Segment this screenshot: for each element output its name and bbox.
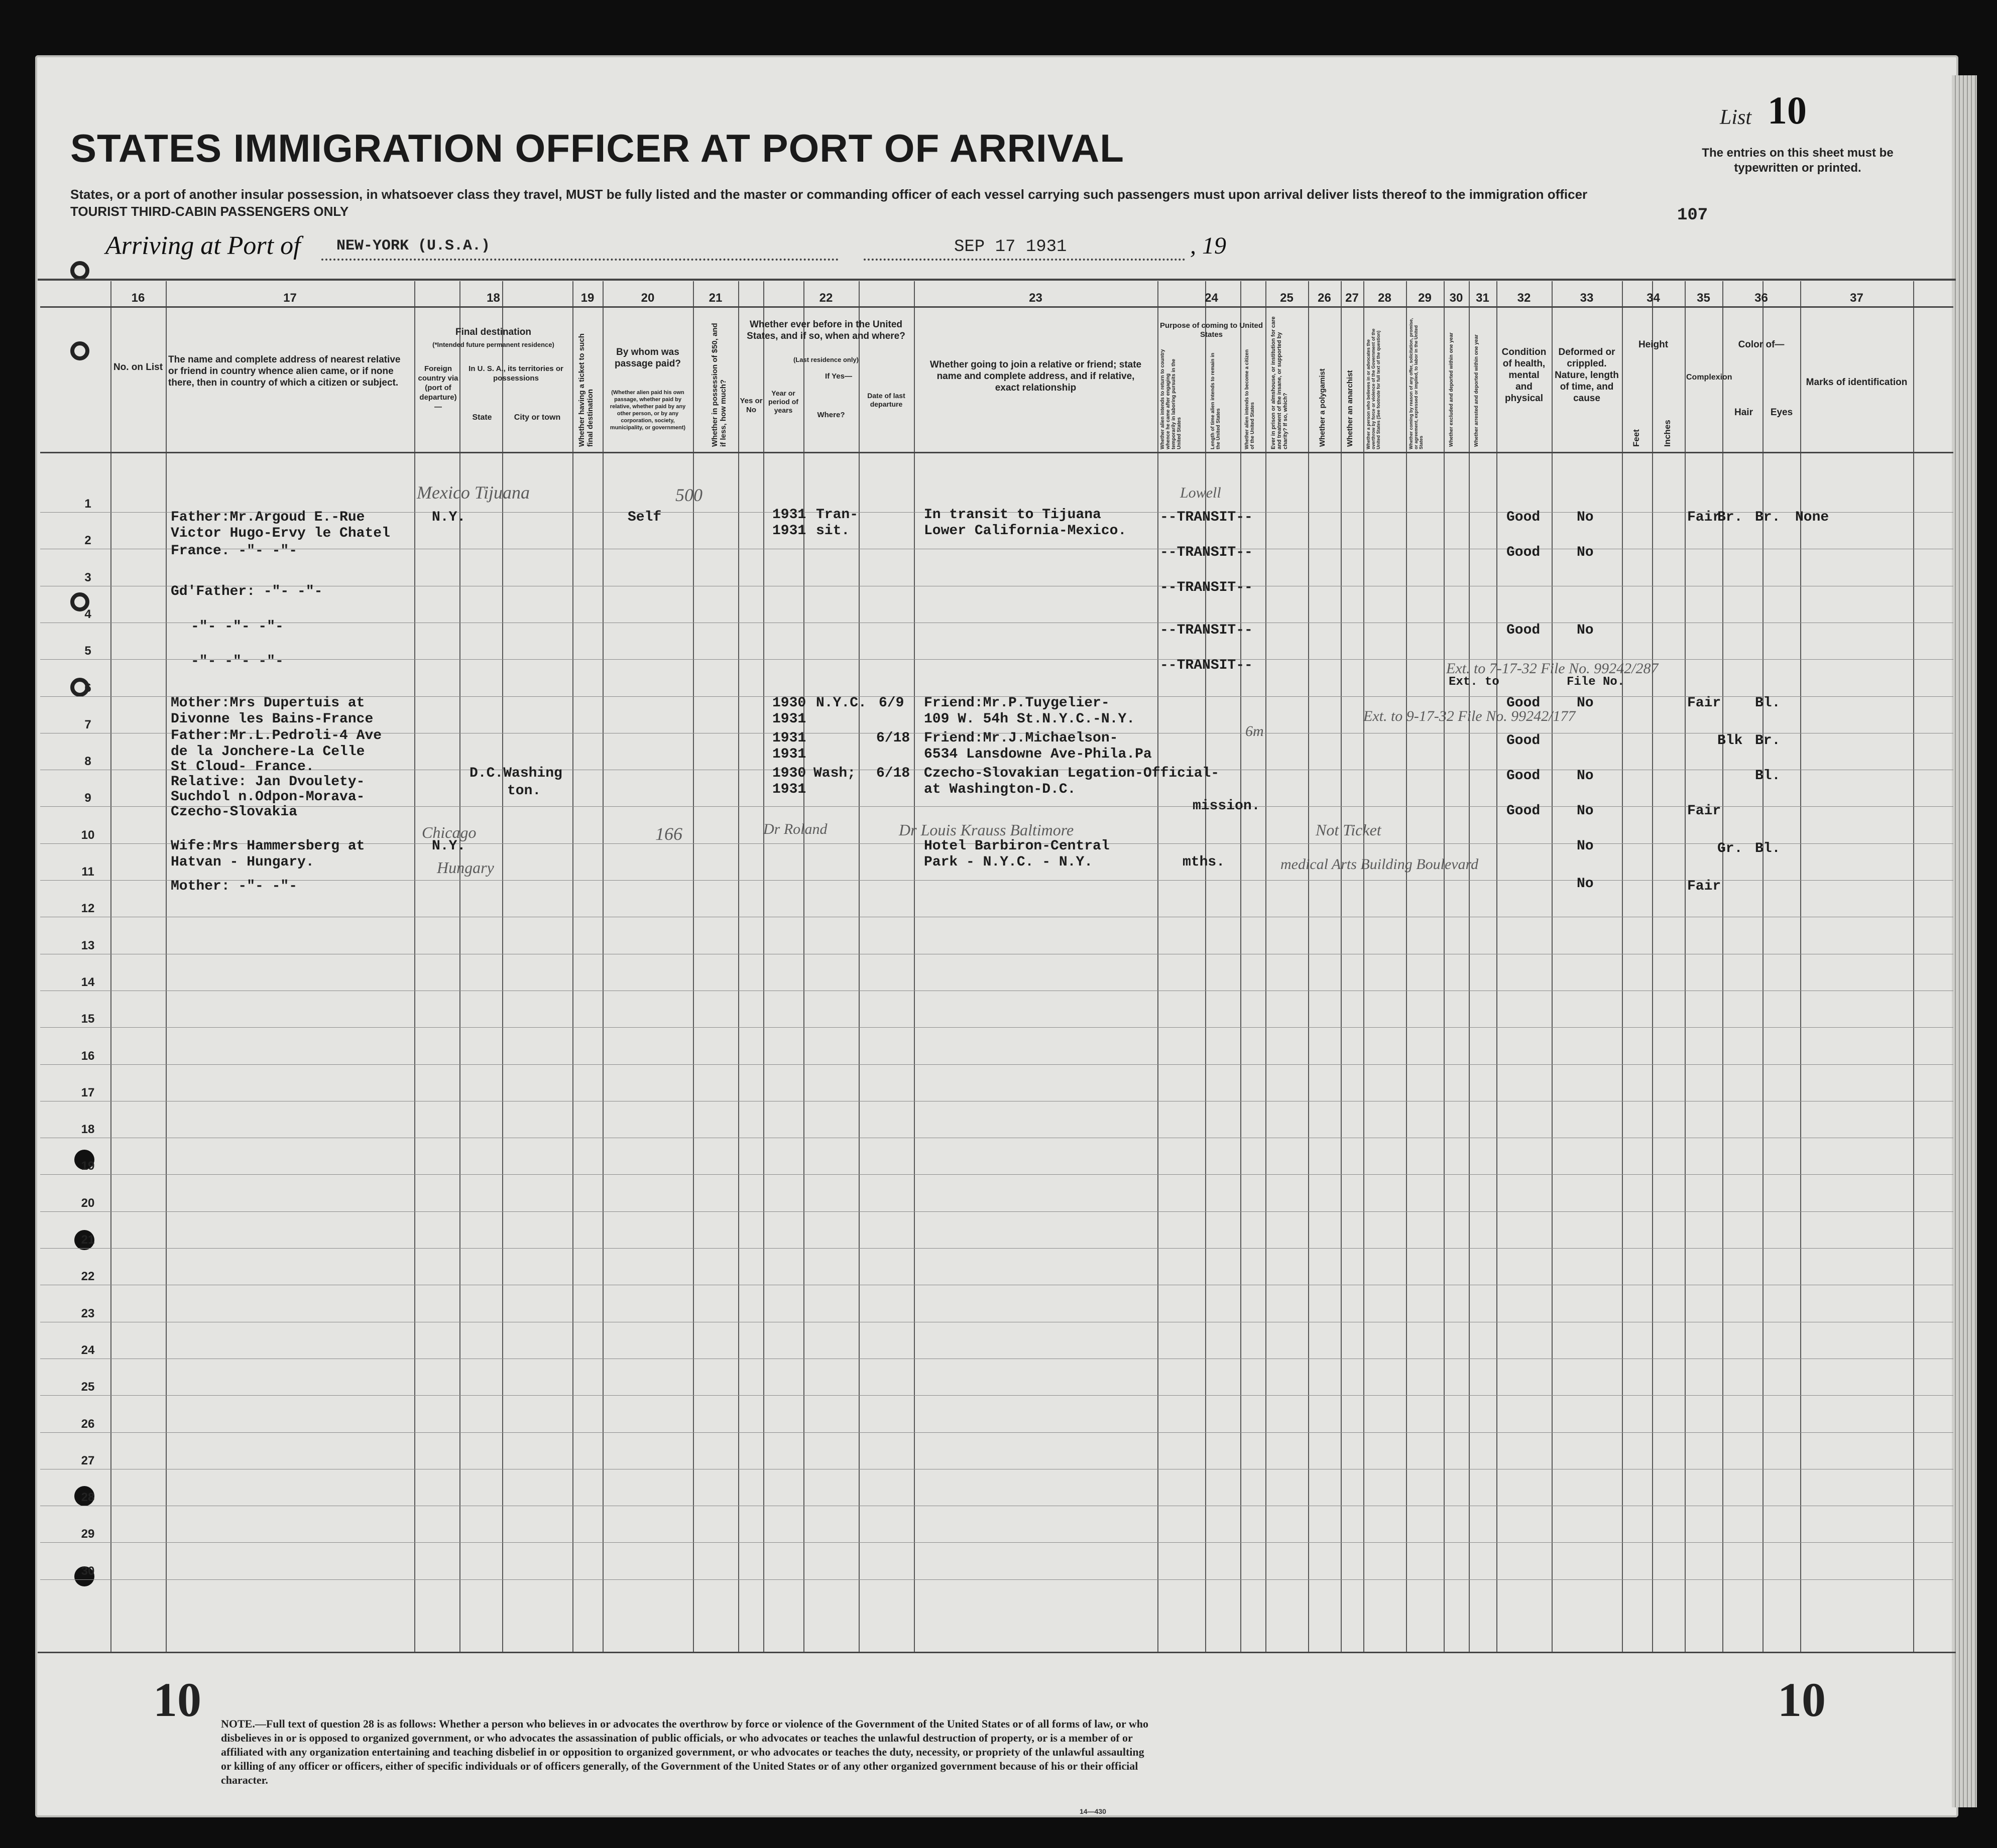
- year-entry: 1930: [772, 766, 806, 781]
- header-final-destination: Final destination: [455, 327, 531, 337]
- subtitle-line: TOURIST THIRD-CABIN PASSENGERS ONLY: [70, 204, 349, 219]
- column-number: 24: [1205, 291, 1218, 305]
- relative-entry: -"- -"- -"-: [191, 654, 284, 669]
- header-deformed: Deformed or crippled. Nature, length of time, and cause: [1555, 347, 1619, 404]
- relative-entry: Father:Mr.Argoud E.-Rue: [171, 510, 365, 525]
- handwritten-note: Mexico Tijuana: [417, 482, 530, 503]
- column-rule: [1240, 281, 1241, 1652]
- where-entry: Tran-: [816, 507, 859, 523]
- header-fd-note: (*Intended future permanent residence): [432, 341, 554, 348]
- header-arrested: Whether arrested and deported within one year: [1474, 334, 1479, 447]
- year-entry: 1930: [772, 695, 806, 711]
- header-ever-before: Whether ever before in the United States, and if so, when and where?: [747, 319, 905, 341]
- column-rule: [1763, 281, 1764, 1652]
- column-rule: [1622, 281, 1623, 1652]
- page-number-right: 10: [1778, 1673, 1826, 1727]
- row-rule: [40, 806, 1953, 807]
- handwritten-note: Chicago: [422, 823, 477, 841]
- year-entry: 1931: [772, 747, 806, 762]
- form-number: 14—430: [1080, 1807, 1106, 1815]
- handwritten-extension: Ext. to 9-17-32 File No. 99242/177: [1363, 708, 1576, 724]
- year-label: , 19: [1190, 232, 1226, 259]
- header-foreign-country: Foreign country via (port of departure)—: [418, 364, 458, 411]
- column-number: 20: [641, 291, 655, 305]
- column-rule: [803, 281, 804, 1652]
- row-number: 20: [81, 1196, 95, 1210]
- column-number: 32: [1517, 291, 1531, 305]
- header-citizen-intent: Whether alien intends to become a citizen of the United States: [1244, 349, 1255, 449]
- foreign-port: N.Y.: [432, 510, 466, 525]
- column-rule: [1363, 281, 1364, 1652]
- column-number: 21: [709, 291, 723, 305]
- health-entry: Good: [1506, 545, 1541, 560]
- deformed-entry: No: [1577, 768, 1594, 784]
- deformed-entry: No: [1577, 545, 1594, 560]
- header-excluded: Whether excluded and deported within one year: [1449, 332, 1454, 447]
- health-entry: Good: [1506, 768, 1541, 784]
- health-entry: Good: [1506, 803, 1541, 819]
- row-number: 11: [81, 865, 94, 879]
- relative-entry: Hatvan - Hungary.: [171, 854, 314, 870]
- header-fifty-dollars: Whether in possession of $50, and if less, how much?: [711, 323, 728, 447]
- column-number: 31: [1476, 291, 1489, 305]
- deformed-entry: No: [1577, 510, 1594, 525]
- handwritten-note: Dr Roland: [763, 821, 828, 837]
- header-q28: Whether a person who believes in or advocates the overthrow by force or violence of the Government of the United States (See footnote for full text of the question): [1366, 328, 1381, 449]
- extension-label: Ext. to: [1449, 675, 1499, 689]
- row-rule: [40, 1432, 1953, 1433]
- handwritten-note: 6m: [1245, 723, 1264, 740]
- row-number: 16: [81, 1049, 95, 1063]
- row-number: 27: [81, 1454, 95, 1467]
- header-hair: Hair: [1734, 407, 1753, 418]
- column-number: 22: [819, 291, 833, 305]
- relative-entry: -"- -"- -"-: [191, 619, 284, 635]
- relative-entry: Victor Hugo-Ervy le Chatel: [171, 526, 390, 541]
- header-labor-offer: Whether coming by reason of any offer, solicitation, promise, or agreement, expressed or implied, to labor in the United States: [1408, 318, 1424, 449]
- state-entry: ton.: [507, 783, 541, 799]
- relative-entry: Wife:Mrs Hammersberg at: [171, 838, 365, 854]
- relative-entry: de la Jonchere-La Celle: [171, 744, 365, 760]
- row-number: 29: [81, 1527, 95, 1541]
- column-rule: [572, 281, 573, 1652]
- port-field: NEW-YORK (U.S.A.): [336, 237, 491, 255]
- row-rule: [40, 1579, 1953, 1580]
- relative-entry: St Cloud- France.: [171, 759, 314, 775]
- hair-entry: Blk: [1717, 733, 1743, 749]
- column-rule: [1469, 281, 1470, 1652]
- column-rule: [603, 281, 604, 1652]
- row-number: 13: [81, 939, 95, 952]
- relative-entry: Relative: Jan Dvoulety-: [171, 774, 365, 790]
- row-number: 14: [81, 975, 95, 989]
- deformed-entry: No: [1577, 803, 1594, 819]
- year-entry: 1931: [772, 523, 806, 539]
- year-entry: 1931: [772, 711, 806, 727]
- row-number: 23: [81, 1307, 95, 1320]
- row-number: 5: [84, 644, 91, 658]
- join-entry: Hotel Barbiron-Central: [924, 838, 1110, 854]
- header-passage-note: (Whether alien paid his own passage, whether paid by relative, whether paid by any other person, or by any corporation, society, municipality, or government): [610, 390, 686, 431]
- year-entry: 1931: [772, 730, 806, 746]
- date-field: SEP 17 1931: [954, 237, 1067, 257]
- departure-date: 6/9: [879, 695, 904, 711]
- page-number-left: 10: [153, 1673, 201, 1727]
- row-number: 6: [84, 681, 91, 695]
- column-number: 28: [1378, 291, 1391, 305]
- header-inches: Inches: [1663, 420, 1672, 447]
- file-label: File No.: [1567, 675, 1625, 689]
- column-rule: [1265, 281, 1266, 1652]
- transit-entry: --TRANSIT--: [1160, 545, 1253, 560]
- row-number: 12: [81, 902, 95, 915]
- header-anarchist: Whether an anarchist: [1346, 370, 1354, 447]
- year-entry: 1931: [772, 782, 806, 797]
- header-if-yes: If Yes—: [825, 372, 852, 381]
- header-border: [38, 279, 1956, 281]
- deformed-entry: No: [1577, 623, 1594, 638]
- departure-date: 6/18: [876, 766, 910, 781]
- hair-entry: Gr.: [1717, 841, 1743, 856]
- column-rule: [1913, 281, 1914, 1652]
- column-number: 17: [283, 291, 297, 305]
- list-label: List: [1720, 106, 1752, 129]
- header-last-residence: (Last residence only): [793, 356, 859, 363]
- join-entry: 109 W. 54h St.N.Y.C.-N.Y.: [924, 711, 1135, 727]
- eyes-entry: Bl.: [1755, 695, 1781, 711]
- row-number: 2: [84, 534, 91, 547]
- relative-entry: Divonne les Bains-France: [171, 711, 374, 727]
- where-entry: sit.: [816, 523, 850, 539]
- transit-entry: --TRANSIT--: [1160, 580, 1253, 595]
- column-number: 19: [580, 291, 595, 305]
- column-rule: [1722, 281, 1723, 1652]
- relative-entry: Father:Mr.L.Pedroli-4 Ave: [171, 728, 382, 744]
- relative-entry: Mother:Mrs Dupertuis at: [171, 695, 365, 711]
- row-number: 22: [81, 1270, 95, 1283]
- column-number: 25: [1280, 291, 1294, 305]
- join-entry: Friend:Mr.J.Michaelson-: [924, 730, 1118, 746]
- column-number: 29: [1418, 291, 1432, 305]
- handwritten-note: Not Ticket: [1316, 821, 1381, 839]
- column-rule: [1341, 281, 1342, 1652]
- row-number: 18: [81, 1123, 95, 1136]
- column-number: 37: [1850, 291, 1863, 305]
- join-entry: mission.: [1193, 798, 1260, 814]
- dotted-line: [864, 259, 1185, 261]
- column-number: 26: [1318, 291, 1331, 305]
- header-health: Condition of health, mental and physical: [1501, 347, 1547, 404]
- handwritten-note: 500: [675, 485, 702, 505]
- column-rule: [110, 281, 111, 1652]
- header-eyes: Eyes: [1770, 407, 1793, 418]
- row-rule: [40, 1211, 1953, 1212]
- manifest-grid: [40, 281, 1953, 1652]
- deformed-entry: No: [1577, 695, 1594, 711]
- complexion-entry: Fair: [1687, 510, 1721, 525]
- column-rule: [1496, 281, 1497, 1652]
- sheet-number: 107: [1677, 206, 1708, 225]
- row-number: 7: [84, 718, 91, 731]
- column-number: 34: [1647, 291, 1660, 305]
- health-entry: Good: [1506, 623, 1541, 638]
- relative-entry: France. -"- -"-: [171, 543, 298, 559]
- transit-entry: --TRANSIT--: [1160, 658, 1253, 673]
- health-entry: Good: [1506, 510, 1541, 525]
- column-number: 36: [1754, 291, 1768, 305]
- row-number: 15: [81, 1012, 95, 1026]
- relative-entry: Czecho-Slovakia: [171, 804, 298, 820]
- column-rule: [1685, 281, 1686, 1652]
- column-number: 16: [131, 291, 145, 305]
- row-number: 9: [84, 791, 91, 805]
- dotted-line: [321, 259, 839, 261]
- relative-entry: Mother: -"- -"-: [171, 879, 298, 894]
- health-entry: Good: [1506, 733, 1541, 749]
- handwritten-note: medical Arts Building Boulevard: [1280, 856, 1479, 873]
- column-number: 33: [1580, 291, 1594, 305]
- health-entry: Good: [1506, 695, 1541, 711]
- footer-rule: [38, 1652, 1956, 1653]
- binder-hole: [70, 261, 89, 280]
- relative-entry: Suchdol n.Odpon-Morava-: [171, 789, 365, 805]
- subtitle: [70, 186, 1602, 220]
- join-entry: at Washington-D.C.: [924, 782, 1076, 797]
- join-entry: 6534 Lansdowne Ave-Phila.Pa: [924, 747, 1152, 762]
- header-yes-no: Yes or No: [740, 397, 763, 414]
- complexion-entry: Fair: [1687, 803, 1721, 819]
- row-number: 8: [84, 755, 91, 768]
- column-rule: [414, 281, 415, 1652]
- header-rule: [40, 306, 1953, 308]
- subtitle-line: States, or a port of another insular possession, in whatsoever class they travel, MUST be fully listed and the master or commanding officer of each vessel carrying such passengers must upon arrival deliver lists thereof to the immigration officer: [70, 187, 1588, 202]
- row-number: 26: [81, 1417, 95, 1431]
- hair-entry: Br.: [1717, 510, 1743, 525]
- row-rule: [40, 880, 1953, 881]
- column-number: 18: [487, 291, 500, 305]
- marks-entry: None: [1795, 510, 1829, 525]
- header-date-departure: Date of last departure: [867, 392, 905, 408]
- row-number: 1: [84, 497, 91, 511]
- column-rule: [859, 281, 860, 1652]
- eyes-entry: Br.: [1755, 510, 1781, 525]
- handwritten-note: Dr Louis Krauss Baltimore: [899, 821, 1074, 839]
- eyes-entry: Bl.: [1755, 768, 1781, 784]
- eyes-entry: Br.: [1755, 733, 1781, 749]
- header-no-on-list: No. on List: [113, 362, 163, 373]
- footnote: NOTE.—Full text of question 28 is as follows: Whether a person who believes in or advocates the overthrow by force or violence of the Government of the United States or of all forms of law, or who disbelieves in or is opposed to organized government, or who advocates the assassination of public officials, or who advocates or teaches the unlawful destruction of property, or is a member of or affiliated with any organization entertaining and teaching disbelief in or opposition to organized government, or who advocates or teaches the duty, necessity, or propriety of the unlawful assaulting or killing of any officer or officers, either of specific individuals or of officers generally, of the Government of the United States or of any other organized government because of his or their official character.: [221, 1717, 1149, 1786]
- handwritten-note: Hungary: [437, 858, 494, 877]
- paid-by: Self: [628, 510, 662, 525]
- row-number: 24: [81, 1343, 95, 1357]
- year-entry: 1931: [772, 507, 806, 523]
- page-title: STATES IMMIGRATION OFFICER AT PORT OF ARRIVAL: [70, 126, 1124, 170]
- header-passage: By whom was passage paid?: [615, 347, 681, 369]
- column-rule: [1652, 281, 1653, 1652]
- state-entry: D.C.Washing: [469, 766, 562, 781]
- header-color: Color of—: [1738, 339, 1785, 350]
- where-entry: Wash;: [813, 766, 856, 781]
- join-entry: Friend:Mr.P.Tuygelier-: [924, 695, 1110, 711]
- deformed-entry: No: [1577, 876, 1594, 892]
- handwritten-note: 166: [655, 824, 682, 844]
- row-rule: [40, 1027, 1953, 1028]
- header-height: Height: [1638, 339, 1669, 350]
- row-rule: [40, 659, 1953, 660]
- column-number: 27: [1345, 291, 1359, 305]
- column-rule: [738, 281, 739, 1652]
- join-entry: Lower California-Mexico.: [924, 523, 1127, 539]
- header-year: Year or period of years: [768, 389, 798, 414]
- foreign-port: N.Y.: [432, 838, 466, 854]
- header-in-usa: In U. S. A., its territories or possessions: [468, 364, 563, 383]
- row-rule: [40, 1174, 1953, 1175]
- header-where: Where?: [817, 411, 845, 419]
- complexion-entry: Fair: [1687, 879, 1721, 894]
- column-rule: [763, 281, 764, 1652]
- entries-note: The entries on this sheet must be typewritten or printed.: [1702, 146, 1894, 175]
- header-relative: The name and complete address of nearest relative or friend in country whence alien came, or if none there, then in country of which a citizen or subject.: [168, 354, 401, 388]
- header-return-intent: Whether alien intends to return to country whence he came after engaging temporarily in laboring pursuits in the United States: [1160, 349, 1182, 449]
- column-rule: [1308, 281, 1309, 1652]
- column-rule: [1444, 281, 1445, 1652]
- complexion-entry: Fair: [1687, 695, 1721, 711]
- header-feet: Feet: [1631, 429, 1641, 447]
- column-number: 35: [1697, 291, 1710, 305]
- column-number: 23: [1029, 291, 1042, 305]
- header-polygamist: Whether a polygamist: [1318, 368, 1327, 447]
- row-number: 3: [84, 571, 91, 584]
- header-prison: Ever in prison or almshouse, or institution for care and treatment of the insane, or supported by charity? If so, which?: [1270, 316, 1288, 449]
- header-purpose: Purpose of coming to United States: [1160, 321, 1263, 339]
- header-join-relative: Whether going to join a relative or friend; state name and complete address, and if relative, exact relationship: [929, 359, 1142, 393]
- column-rule: [1157, 281, 1158, 1652]
- row-rule: [40, 1542, 1953, 1543]
- column-rule: [1406, 281, 1407, 1652]
- column-rule: [166, 281, 167, 1652]
- page-edge: [1952, 75, 1977, 1807]
- eyes-entry: Bl.: [1755, 841, 1781, 856]
- deformed-entry: No: [1577, 838, 1594, 854]
- row-number: 28: [81, 1491, 95, 1504]
- arriving-label: Arriving at Port of: [105, 231, 301, 260]
- length-entry: mths.: [1183, 854, 1225, 870]
- row-rule: [40, 1395, 1953, 1396]
- row-rule: [40, 1064, 1953, 1065]
- column-number: 30: [1449, 291, 1463, 305]
- header-length-stay: Length of time alien intends to remain in the United States: [1210, 352, 1221, 449]
- header-marks: Marks of identification: [1806, 377, 1908, 388]
- column-rule: [914, 281, 915, 1652]
- row-number: 4: [84, 607, 91, 621]
- column-rule: [1800, 281, 1801, 1652]
- relative-entry: Gd'Father: -"- -"-: [171, 584, 323, 599]
- join-entry: In transit to Tijuana: [924, 507, 1101, 523]
- header-ticket: Whether having a ticket to such final destination: [577, 333, 595, 447]
- row-rule: [40, 1248, 1953, 1249]
- header-complexion: Complexion: [1686, 373, 1732, 382]
- list-number: 10: [1768, 88, 1807, 132]
- row-number: 17: [81, 1086, 95, 1099]
- header-rule: [40, 452, 1953, 453]
- row-number: 10: [81, 828, 95, 842]
- join-entry: Park - N.Y.C. - N.Y.: [924, 854, 1093, 870]
- header-city: City or town: [514, 413, 561, 422]
- join-entry: Czecho-Slovakian Legation-Official-: [924, 766, 1220, 781]
- departure-date: 6/18: [876, 730, 910, 746]
- handwritten-extension: Ext. to 7-17-32 File No. 99242/287: [1446, 660, 1659, 677]
- handwritten-note: Lowell: [1180, 484, 1221, 501]
- transit-entry: --TRANSIT--: [1160, 510, 1253, 525]
- header-state: State: [472, 413, 492, 422]
- transit-entry: --TRANSIT--: [1160, 623, 1253, 638]
- column-rule: [1552, 281, 1553, 1652]
- row-number: 25: [81, 1380, 95, 1394]
- where-entry: N.Y.C.: [816, 695, 867, 711]
- row-number: 30: [81, 1564, 95, 1578]
- row-number: 21: [81, 1233, 95, 1247]
- row-number: 19: [81, 1159, 95, 1173]
